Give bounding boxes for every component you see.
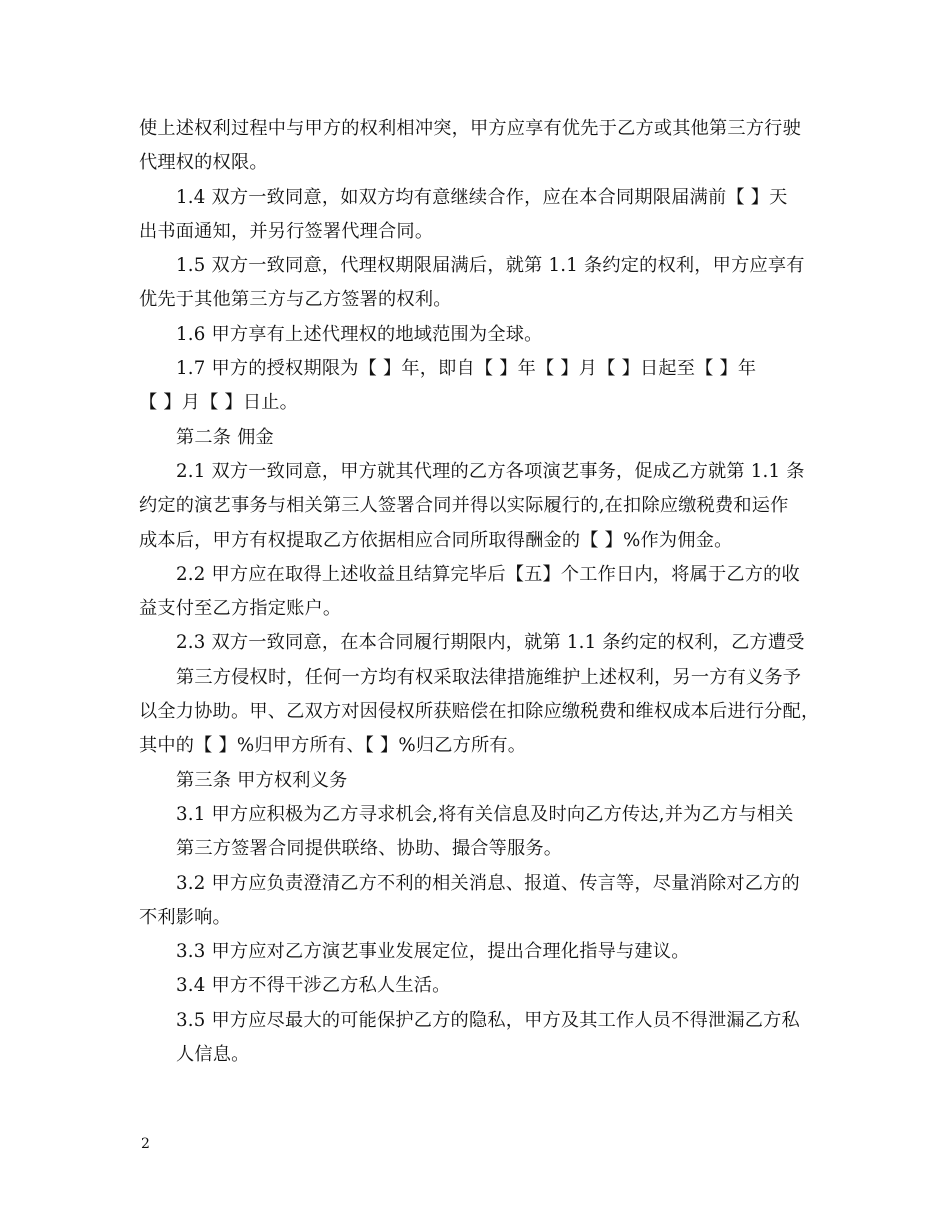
text-line: 优先于其他第三方与乙方签署的权利。 [139,289,452,311]
text-line: 1.5 双方一致同意，代理权期限届满后，就第 1.1 条约定的权利，甲方应享有 [176,255,805,277]
document-body [139,112,820,1072]
text-line: 代理权的权限。 [139,152,268,174]
page-number: 2 [141,1136,150,1152]
text-line: 第二条 佣金 [176,426,274,448]
text-line: 成本后，甲方有权提取乙方依据相应合同所取得酬金的【 】%作为佣金。 [139,529,733,551]
text-line: 3.2 甲方应负责澄清乙方不利的相关消息、报道、传言等，尽量消除对乙方的 [176,872,800,894]
text-line: 出书面通知，并另行签署代理合同。 [139,220,434,242]
text-line: 约定的演艺事务与相关第三人签署合同并得以实际履行的,在扣除应缴税费和运作 [139,495,789,517]
text-line: 人信息。 [176,1044,250,1066]
text-line: 2.2 甲方应在取得上述收益且结算完毕后【五】个工作日内，将属于乙方的收 [176,563,800,585]
text-line: 第三条 甲方权利义务 [176,769,348,791]
text-line: 3.3 甲方应对乙方演艺事业发展定位，提出合理化指导与建议。 [176,941,690,963]
text-line: 第三方侵权时，任何一方均有权采取法律措施维护上述权利，另一方有义务予 [176,666,802,688]
text-line: 3.5 甲方应尽最大的可能保护乙方的隐私，甲方及其工作人员不得泄漏乙方私 [176,1009,800,1031]
text-line: 2.1 双方一致同意，甲方就其代理的乙方各项演艺事务，促成乙方就第 1.1 条 [176,460,805,482]
text-line: 1.4 双方一致同意，如双方均有意继续合作，应在本合同期限届满前【 】天 [176,186,788,208]
text-line: 使上述权利过程中与甲方的权利相冲突，甲方应享有优先于乙方或其他第三方行驶 [139,118,801,139]
text-line: 3.4 甲方不得干涉乙方私人生活。 [176,975,451,997]
text-line: 1.6 甲方享有上述代理权的地域范围为全球。 [176,323,543,345]
text-line: 2.3 双方一致同意，在本合同履行期限内，就第 1.1 条约定的权利，乙方遭受 [176,632,805,654]
text-line: 以全力协助。甲、乙双方对因侵权所获赔偿在扣除应缴税费和维权成本后进行分配， [139,701,820,723]
text-line: 1.7 甲方的授权期限为【 】年，即自【 】年【 】月【 】日起至【 】年 [176,358,757,380]
text-line: 3.1 甲方应积极为乙方寻求机会,将有关信息及时向乙方传达,并为乙方与相关 [176,803,794,825]
text-line: 第三方签署合同提供联络、协助、撮合等服务。 [176,838,563,860]
text-line: 益支付至乙方指定账户。 [139,598,342,620]
text-line: 不利影响。 [139,906,231,928]
text-line: 【 】月【 】日止。 [139,392,299,414]
text-line: 其中的【 】%归甲方所有、【 】%归乙方所有。 [139,735,527,757]
